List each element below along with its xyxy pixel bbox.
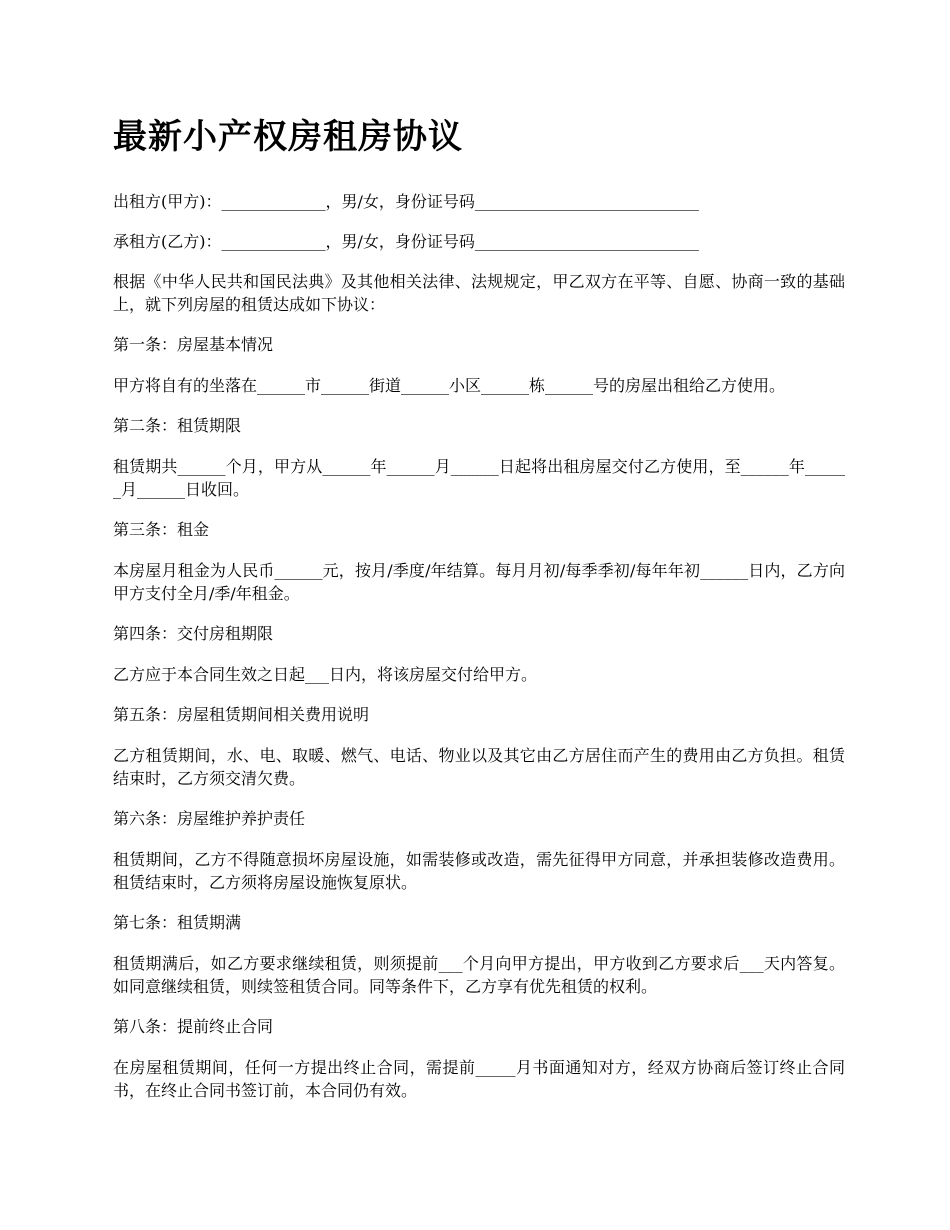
article-heading: 第三条：租金 <box>113 520 210 539</box>
document-page <box>113 112 845 1119</box>
lessee-line: 承租方(乙方)：_____________，男/女，身份证号码____________________________ <box>113 232 699 251</box>
article-heading: 第八条：提前终止合同 <box>113 1017 274 1036</box>
article-body: 租赁期共______个月，甲方从______年______月______日起将出租房屋交付乙方使用，至______年______月______日收回。 <box>113 457 845 499</box>
article-body: 租赁期间，乙方不得随意损坏房屋设施，如需装修或改造，需先征得甲方同意，并承担装修改造费用。租赁结束时，乙方须将房屋设施恢复原状。 <box>113 850 845 892</box>
article-body: 本房屋月租金为人民币______元，按月/季度/年结算。每月月初/每季季初/每年年初______日内，乙方向甲方支付全月/季/年租金。 <box>113 561 845 603</box>
article-heading: 第一条：房屋基本情况 <box>113 335 274 354</box>
lessor-line: 出租方(甲方)：_____________，男/女，身份证号码____________________________ <box>113 192 699 211</box>
article-body: 在房屋租赁期间，任何一方提出终止合同，需提前_____月书面通知对方，经双方协商后签订终止合同书，在终止合同书签订前，本合同仍有效。 <box>113 1058 845 1100</box>
article-heading: 第四条：交付房租期限 <box>113 624 274 643</box>
article-heading: 第七条：租赁期满 <box>113 913 242 932</box>
article-body: 乙方租赁期间，水、电、取暖、燃气、电话、物业以及其它由乙方居住而产生的费用由乙方负担。租赁结束时，乙方须交清欠费。 <box>113 746 845 788</box>
article-body: 甲方将自有的坐落在______市______街道______小区______栋______号的房屋出租给乙方使用。 <box>113 376 786 395</box>
preamble-paragraph: 根据《中华人民共和国民法典》及其他相关法律、法规规定，甲乙双方在平等、自愿、协商一致的基础上，就下列房屋的租赁达成如下协议： <box>113 272 845 314</box>
article-heading: 第五条：房屋租赁期间相关费用说明 <box>113 705 370 724</box>
article-heading: 第二条：租赁期限 <box>113 416 242 435</box>
article-body: 租赁期满后，如乙方要求继续租赁，则须提前___个月向甲方提出，甲方收到乙方要求后___天内答复。如同意继续租赁，则续签租赁合同。同等条件下，乙方享有优先租赁的权利。 <box>113 954 845 996</box>
article-body: 乙方应于本合同生效之日起___日内，将该房屋交付给甲方。 <box>113 665 538 684</box>
document-title: 最新小产权房租房协议 <box>113 117 463 157</box>
article-heading: 第六条：房屋维护养护责任 <box>113 809 306 828</box>
